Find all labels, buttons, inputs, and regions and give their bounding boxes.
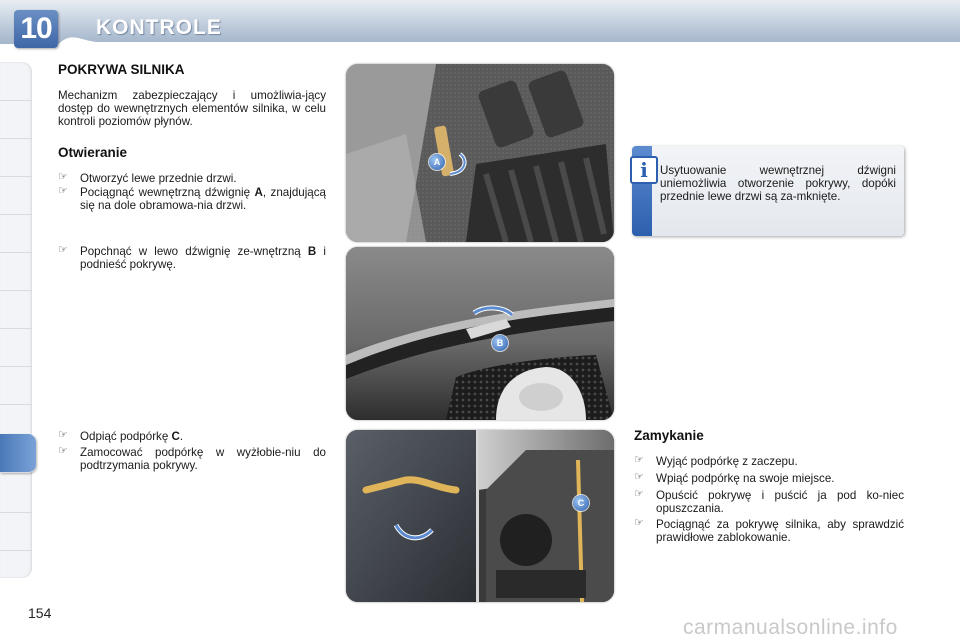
callout-b: B bbox=[492, 335, 508, 351]
page-number: 154 bbox=[28, 605, 52, 621]
opening-step-5 bbox=[58, 445, 326, 472]
step-text: Popchnąć w lewo dźwignię ze-wnętrzną bbox=[80, 245, 308, 258]
chapter-tab[interactable] bbox=[0, 366, 32, 405]
closing-step-1 bbox=[634, 454, 904, 468]
photo-bonnet-prop bbox=[346, 430, 614, 602]
pointing-hand-icon: ☞ bbox=[58, 244, 68, 256]
interior-lever-illustration bbox=[346, 64, 614, 242]
intro-paragraph: Mechanizm zabezpieczający i umożliwia-jący dostęp do wewnętrznych elementów silnika, w celu kontroli poziomów płynów. bbox=[58, 89, 326, 128]
lever-b-label: B bbox=[307, 245, 317, 258]
bonnet-prop-illustration bbox=[346, 430, 614, 602]
opening-step-2 bbox=[58, 185, 326, 212]
pointing-hand-icon: ☞ bbox=[58, 445, 68, 457]
photo-exterior-lever bbox=[346, 247, 614, 420]
step-text: Wyjąć podpórkę z zaczepu. bbox=[656, 455, 798, 468]
info-icon: i bbox=[630, 156, 658, 184]
step-text: Zamocować podpórkę w wyżłobie-niu do podtrzymania pokrywy. bbox=[80, 446, 326, 472]
prop-c-label: C bbox=[171, 430, 180, 443]
chapter-tab-strip bbox=[0, 62, 32, 578]
step-text: , znajdującą się na dole obramowa-nia drzwi. bbox=[80, 186, 326, 212]
lever-a-label: A bbox=[254, 186, 263, 199]
step-text: Pociągnąć za pokrywę silnika, aby sprawdzić prawidłowe zablokowanie. bbox=[656, 518, 904, 544]
step-text: Opuścić pokrywę i puścić ja pod ko-niec opuszczania. bbox=[656, 489, 904, 515]
page-title: KONTROLE bbox=[96, 16, 222, 39]
callout-c: C bbox=[573, 495, 589, 511]
closing-step-2 bbox=[634, 471, 904, 485]
chapter-tab[interactable] bbox=[0, 290, 32, 329]
pointing-hand-icon: ☞ bbox=[58, 171, 68, 183]
step-text: Wpiąć podpórkę na swoje miejsce. bbox=[656, 472, 835, 485]
opening-title: Otwieranie bbox=[58, 145, 128, 160]
photo-interior-lever bbox=[346, 64, 614, 242]
pointing-hand-icon: ☞ bbox=[58, 185, 68, 197]
chapter-tab[interactable] bbox=[0, 138, 32, 177]
chapter-tab[interactable] bbox=[0, 62, 32, 101]
chapter-tab[interactable] bbox=[0, 252, 32, 291]
pointing-hand-icon: ☞ bbox=[58, 429, 68, 441]
callout-a: A bbox=[429, 154, 445, 170]
step-text: Otworzyć lewe przednie drzwi. bbox=[80, 172, 237, 185]
chapter-tab-active[interactable] bbox=[0, 434, 36, 473]
chapter-tab[interactable] bbox=[0, 328, 32, 367]
info-box bbox=[632, 146, 904, 236]
closing-step-3 bbox=[634, 488, 904, 515]
step-text: . bbox=[179, 430, 184, 443]
pointing-hand-icon: ☞ bbox=[634, 488, 644, 500]
pointing-hand-icon: ☞ bbox=[634, 454, 644, 466]
step-text: Odpiąć podpórkę bbox=[80, 430, 172, 443]
pointing-hand-icon: ☞ bbox=[634, 517, 644, 529]
info-text: Usytuowanie wewnętrznej dźwigni uniemożliwia otworzenie pokrywy, dopóki przednie lewe drzwi są za-mknięte. bbox=[660, 164, 896, 203]
opening-step-1 bbox=[58, 171, 326, 185]
chapter-tab[interactable] bbox=[0, 100, 32, 139]
section-title: POKRYWA SILNIKA bbox=[58, 62, 185, 77]
step-text: i podnieść pokrywę. bbox=[80, 245, 327, 271]
chapter-tab[interactable] bbox=[0, 214, 32, 253]
watermark: carmanualsonline.info bbox=[683, 616, 898, 639]
step-text: Pociągnąć wewnętrzną dźwignię bbox=[80, 186, 255, 199]
opening-step-3 bbox=[58, 244, 327, 271]
exterior-lever-illustration bbox=[346, 247, 614, 420]
chapter-tab[interactable] bbox=[0, 176, 32, 215]
pointing-hand-icon: ☞ bbox=[634, 471, 644, 483]
chapter-tab[interactable] bbox=[0, 512, 32, 551]
closing-title: Zamykanie bbox=[634, 428, 704, 443]
opening-step-4 bbox=[58, 429, 326, 443]
closing-step-4 bbox=[634, 517, 904, 544]
chapter-badge: 10 bbox=[14, 10, 58, 48]
chapter-tab[interactable] bbox=[0, 474, 32, 513]
